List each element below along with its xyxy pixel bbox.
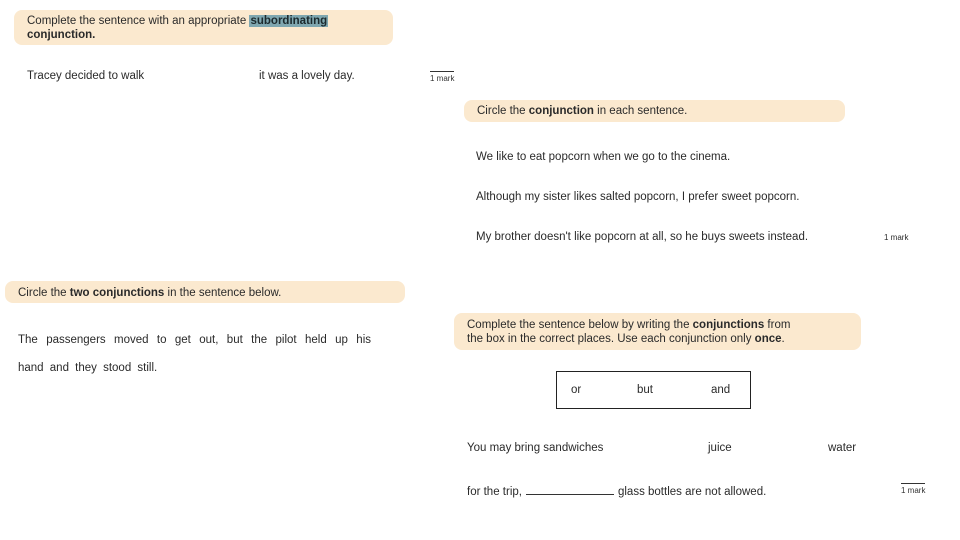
q4-word-or: or: [571, 384, 582, 396]
q4-instruction-l2-pre: the box in the correct places. Use each conjunction only: [467, 333, 755, 345]
q4-word-but: but: [637, 384, 653, 396]
q4-row2: [467, 484, 766, 498]
q2-sentence-3: My brother doesn't like popcorn at all, so he buys sweets instead.: [476, 231, 809, 243]
q1-instruction-banner: [14, 10, 393, 45]
q4-instruction-banner: [454, 313, 861, 350]
q1-mark-label: 1 mark: [430, 71, 454, 83]
q4-instruction-l2-post: .: [781, 333, 785, 345]
q3-instruction-post: in the sentence below.: [164, 287, 282, 299]
q2-mark-label: 1 mark: [884, 233, 909, 242]
q3-instruction-banner: [5, 281, 405, 303]
q4-row2-start: for the trip,: [467, 486, 522, 498]
q2-instruction-pre: Circle the: [477, 105, 529, 117]
q4-row1-end: water: [828, 442, 857, 454]
q4-instruction-l2-bold: once: [754, 333, 782, 345]
q4-instruction-l1-bold: conjunctions: [692, 319, 765, 331]
q1-highlighted-word: subordinating: [250, 15, 328, 27]
q2-sentence-2: Although my sister likes salted popcorn, I prefer sweet popcorn.: [476, 191, 800, 203]
q3-instruction-bold: two conjunctions: [69, 287, 165, 299]
q4-row1-start: You may bring sandwiches: [467, 442, 604, 454]
q3-sentence-line2: hand and they stood still.: [18, 362, 158, 374]
q1-instruction-text: Complete the sentence with an appropriate: [27, 15, 250, 27]
q4-instruction-l1-post: from: [764, 319, 791, 331]
q4-instruction-l1-pre: Complete the sentence below by writing the: [467, 319, 693, 331]
q1-instruction-line2: conjunction.: [27, 29, 96, 41]
q3-sentence-line1: The passengers moved to get out, but the pilot held up his: [18, 334, 371, 346]
q4-word-box: [556, 371, 751, 409]
q2-instruction-bold: conjunction: [528, 105, 594, 117]
q4-answer-blank[interactable]: [526, 484, 614, 495]
q4-row1-middle: juice: [708, 442, 732, 454]
q2-instruction-banner: [464, 100, 845, 122]
q3-instruction-pre: Circle the: [18, 287, 70, 299]
q4-word-and: and: [711, 384, 731, 396]
q2-instruction-post: in each sentence.: [593, 105, 688, 117]
q1-sentence-start: Tracey decided to walk: [27, 70, 145, 82]
q1-sentence-end: it was a lovely day.: [259, 70, 355, 82]
q4-row2-end: glass bottles are not allowed.: [617, 486, 767, 498]
q4-mark-label: 1 mark: [901, 483, 925, 495]
q2-sentence-1: We like to eat popcorn when we go to the cinema.: [476, 151, 731, 163]
